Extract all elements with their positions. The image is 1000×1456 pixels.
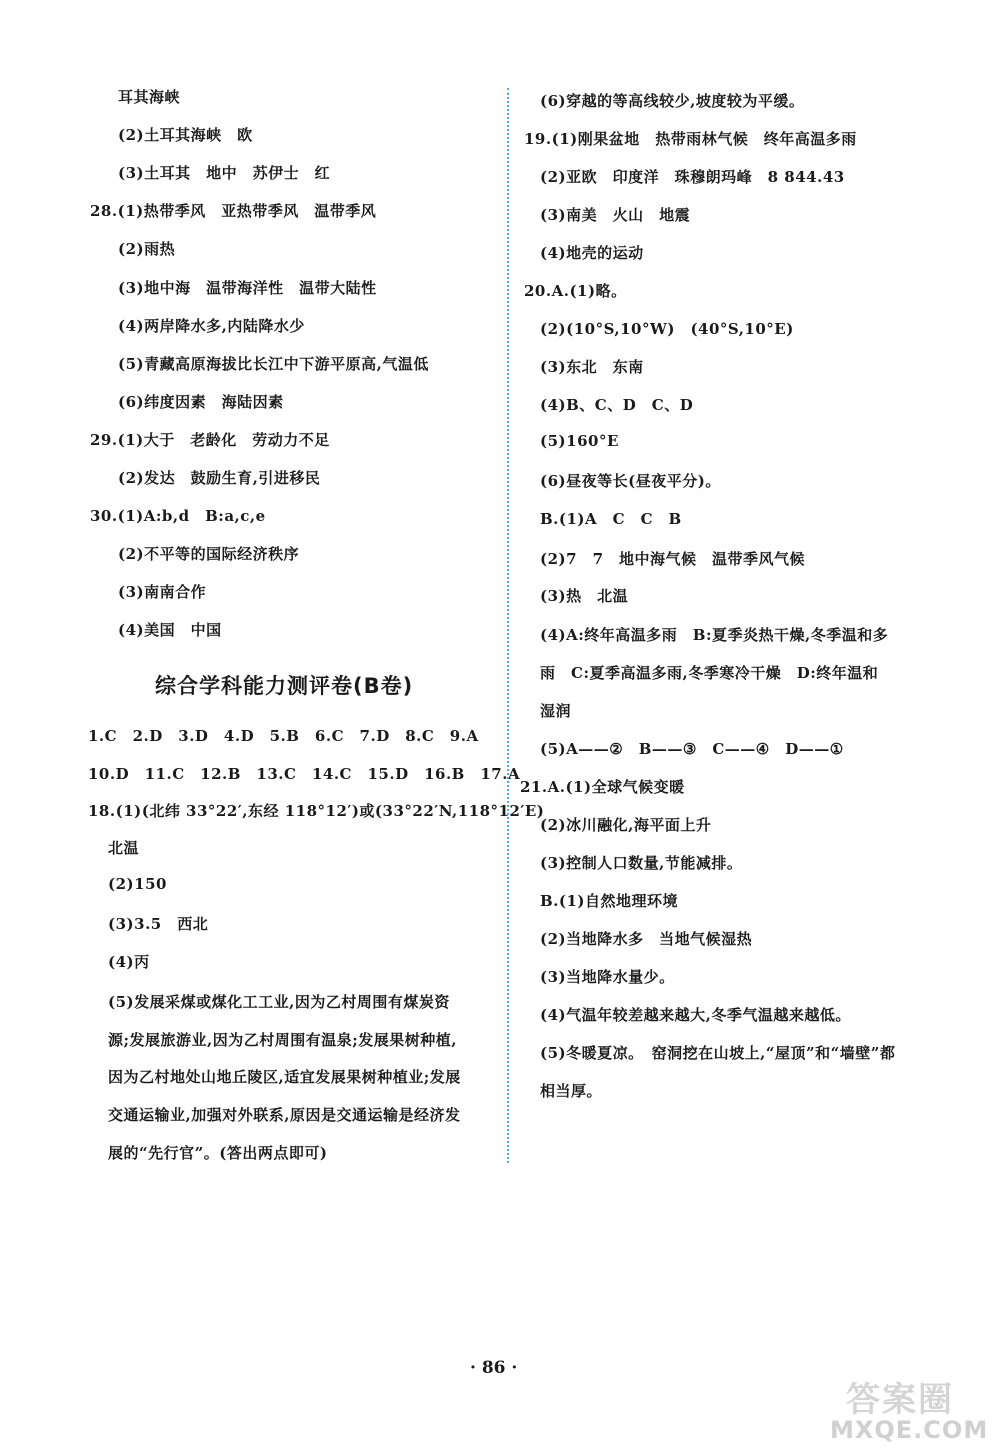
watermark-url: MXQE.COM (830, 1416, 989, 1444)
answer-line: 10.D 11.C 12.B 13.C 14.C 15.D 16.B 17.A (88, 765, 521, 783)
answer-line: (3)土耳其 地中 苏伊士 红 (118, 164, 331, 182)
answer-line: 21.A.(1)全球气候变暖 (520, 778, 685, 796)
answer-line: (5)发展采煤或煤化工工业,因为乙村周围有煤炭资 (108, 993, 450, 1011)
answer-line: 1.C 2.D 3.D 4.D 5.B 6.C 7.D 8.C 9.A (88, 727, 479, 745)
answer-line: (4)两岸降水多,内陆降水少 (118, 317, 305, 335)
answer-line: 相当厚。 (540, 1082, 603, 1100)
answer-line: (2)7 7 地中海气候 温带季风气候 (540, 550, 806, 568)
answer-line: (3)3.5 西北 (108, 915, 209, 933)
answer-line: (6)纬度因素 海陆因素 (118, 393, 284, 411)
answer-line: (5)A——② B——③ C——④ D——① (540, 740, 844, 758)
answer-line: (5)冬暖夏凉。 窑洞挖在山坡上,“屋顶”和“墙壁”都 (540, 1044, 896, 1062)
answer-line: (3)南美 火山 地震 (540, 206, 691, 224)
answer-line: 雨 C:夏季高温多雨,冬季寒冷干燥 D:终年温和 (540, 664, 879, 682)
answer-line: 北温 (108, 839, 140, 857)
answer-line: 耳其海峡 (118, 88, 181, 106)
answer-line: (2)雨热 (118, 240, 176, 258)
answer-line: (3)热 北温 (540, 587, 629, 605)
answer-line: (3)南南合作 (118, 583, 207, 601)
answer-line: (2)土耳其海峡 欧 (118, 126, 253, 144)
answer-line: B.(1)自然地理环境 (540, 892, 679, 910)
answer-line: (3)控制人口数量,节能减排。 (540, 854, 743, 872)
answer-line: 源;发展旅游业,因为乙村周围有温泉;发展果树种植, (108, 1031, 458, 1049)
answer-line: (4)地壳的运动 (540, 244, 644, 262)
answer-line: (2)发达 鼓励生育,引进移民 (118, 469, 321, 487)
answer-line: (4)丙 (108, 953, 150, 971)
answer-line: (2)(10°S,10°W) (40°S,10°E) (540, 320, 794, 338)
answer-line: (3)地中海 温带海洋性 温带大陆性 (118, 279, 377, 297)
answer-line: B.(1)A C C B (540, 510, 682, 528)
answer-line: 20.A.(1)略。 (524, 282, 627, 300)
answer-line: 28.(1)热带季风 亚热带季风 温带季风 (90, 202, 377, 220)
answer-line: (2)不平等的国际经济秩序 (118, 545, 300, 563)
answer-line: (4)B、C、D C、D (540, 396, 694, 414)
answer-line: (2)150 (108, 875, 167, 893)
watermark-logo-text: 答案圈 (846, 1380, 954, 1420)
answer-line: 交通运输业,加强对外联系,原因是交通运输是经济发 (108, 1106, 461, 1124)
answer-line: (5)160°E (540, 432, 619, 450)
answer-line: (6)穿越的等高线较少,坡度较为平缓。 (540, 92, 805, 110)
answer-line: 30.(1)A:b,d B:a,c,e (90, 507, 266, 525)
answer-line: (4)A:终年高温多雨 B:夏季炎热干燥,冬季温和多 (540, 626, 889, 644)
answer-line: (2)冰川融化,海平面上升 (540, 816, 712, 834)
answer-line: (4)气温年较差越来越大,冬季气温越来越低。 (540, 1006, 851, 1024)
answer-line: (2)亚欧 印度洋 珠穆朗玛峰 8 844.43 (540, 168, 845, 186)
page-number: · 86 · (470, 1358, 518, 1378)
section-title: 综合学科能力测评卷(B卷) (155, 674, 414, 698)
answer-line: (6)昼夜等长(昼夜平分)。 (540, 472, 721, 490)
answer-line: 因为乙村地处山地丘陵区,适宜发展果树种植业;发展 (108, 1068, 461, 1086)
answer-line: 29.(1)大于 老龄化 劳动力不足 (90, 431, 330, 449)
answer-line: (3)东北 东南 (540, 358, 644, 376)
column-divider (507, 88, 509, 1163)
answer-line: (4)美国 中国 (118, 621, 222, 639)
answer-line: (3)当地降水量少。 (540, 968, 675, 986)
answer-line: (2)当地降水多 当地气候湿热 (540, 930, 753, 948)
watermark (820, 1372, 995, 1452)
answer-line: (5)青藏高原海拔比长江中下游平原高,气温低 (118, 355, 429, 373)
answer-line: 18.(1)(北纬 33°22′,东经 118°12′)或(33°22′N,118°12′E) (88, 802, 545, 820)
answer-line: 展的“先行官”。(答出两点即可) (108, 1144, 328, 1162)
answer-line: 19.(1)刚果盆地 热带雨林气候 终年高温多雨 (524, 130, 857, 148)
answer-line: 湿润 (540, 702, 572, 720)
